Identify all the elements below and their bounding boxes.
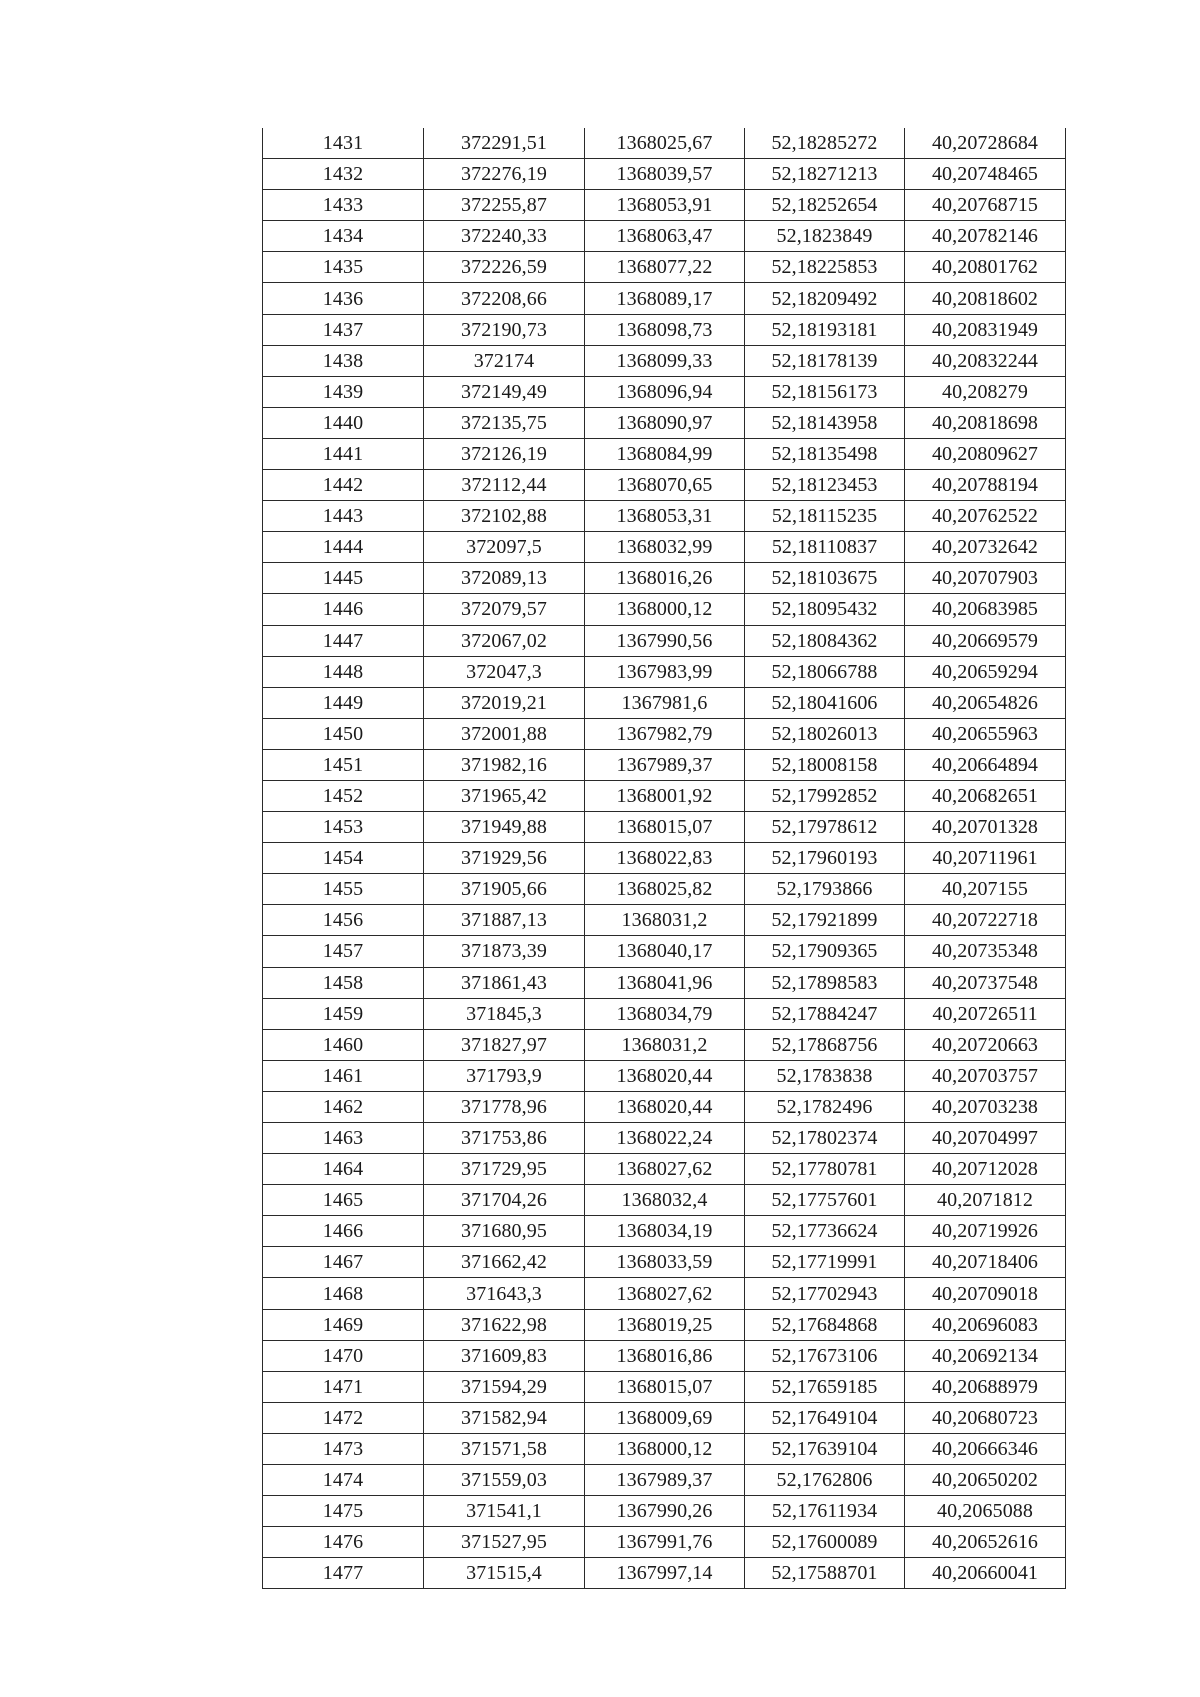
table-row bbox=[263, 470, 1066, 501]
table-cell-y-coordinate: 1368041,96 bbox=[585, 967, 745, 998]
table-cell-latitude: 52,18285272 bbox=[745, 128, 905, 159]
table-cell-x-coordinate: 372149,49 bbox=[424, 376, 585, 407]
table-cell-x-coordinate: 371965,42 bbox=[424, 780, 585, 811]
table-cell-longitude: 40,20737548 bbox=[905, 967, 1066, 998]
table-cell-y-coordinate: 1368032,99 bbox=[585, 532, 745, 563]
table-cell-x-coordinate: 371793,9 bbox=[424, 1060, 585, 1091]
table-cell-longitude: 40,20711961 bbox=[905, 843, 1066, 874]
table-cell-x-coordinate: 372135,75 bbox=[424, 407, 585, 438]
table-cell-latitude: 52,18252654 bbox=[745, 190, 905, 221]
table-cell-y-coordinate: 1367991,76 bbox=[585, 1527, 745, 1558]
table-cell-point-number: 1442 bbox=[263, 470, 424, 501]
table-cell-point-number: 1446 bbox=[263, 594, 424, 625]
table-row bbox=[263, 749, 1066, 780]
table-row bbox=[263, 1060, 1066, 1091]
table-cell-longitude: 40,207155 bbox=[905, 874, 1066, 905]
table-cell-x-coordinate: 371594,29 bbox=[424, 1371, 585, 1402]
table-cell-longitude: 40,20692134 bbox=[905, 1340, 1066, 1371]
table-cell-x-coordinate: 371643,3 bbox=[424, 1278, 585, 1309]
table-row bbox=[263, 532, 1066, 563]
table-cell-latitude: 52,17639104 bbox=[745, 1433, 905, 1464]
table-row bbox=[263, 1247, 1066, 1278]
table-cell-point-number: 1431 bbox=[263, 128, 424, 159]
table-row bbox=[263, 128, 1066, 159]
table-cell-latitude: 52,17611934 bbox=[745, 1496, 905, 1527]
table-cell-point-number: 1444 bbox=[263, 532, 424, 563]
table-cell-latitude: 52,1823849 bbox=[745, 221, 905, 252]
table-cell-longitude: 40,20712028 bbox=[905, 1154, 1066, 1185]
table-cell-point-number: 1450 bbox=[263, 718, 424, 749]
table-cell-x-coordinate: 371527,95 bbox=[424, 1527, 585, 1558]
table-cell-point-number: 1464 bbox=[263, 1154, 424, 1185]
table-row bbox=[263, 283, 1066, 314]
table-row bbox=[263, 1278, 1066, 1309]
table-cell-x-coordinate: 371827,97 bbox=[424, 1029, 585, 1060]
table-cell-y-coordinate: 1367989,37 bbox=[585, 749, 745, 780]
table-cell-latitude: 52,17659185 bbox=[745, 1371, 905, 1402]
table-row bbox=[263, 1433, 1066, 1464]
table-cell-latitude: 52,17757601 bbox=[745, 1185, 905, 1216]
table-cell-latitude: 52,1793866 bbox=[745, 874, 905, 905]
table-cell-latitude: 52,18193181 bbox=[745, 314, 905, 345]
table-cell-y-coordinate: 1368022,24 bbox=[585, 1123, 745, 1154]
table-cell-x-coordinate: 371929,56 bbox=[424, 843, 585, 874]
table-cell-latitude: 52,18095432 bbox=[745, 594, 905, 625]
table-cell-longitude: 40,20682651 bbox=[905, 780, 1066, 811]
table-cell-x-coordinate: 372226,59 bbox=[424, 252, 585, 283]
table-cell-point-number: 1472 bbox=[263, 1402, 424, 1433]
table-cell-latitude: 52,18178139 bbox=[745, 345, 905, 376]
table-cell-point-number: 1467 bbox=[263, 1247, 424, 1278]
table-cell-latitude: 52,18008158 bbox=[745, 749, 905, 780]
table-cell-y-coordinate: 1367989,37 bbox=[585, 1465, 745, 1496]
table-row bbox=[263, 967, 1066, 998]
table-cell-longitude: 40,20709018 bbox=[905, 1278, 1066, 1309]
table-cell-x-coordinate: 371845,3 bbox=[424, 998, 585, 1029]
table-cell-point-number: 1435 bbox=[263, 252, 424, 283]
table-cell-x-coordinate: 371887,13 bbox=[424, 905, 585, 936]
table-cell-latitude: 52,18123453 bbox=[745, 470, 905, 501]
table-cell-longitude: 40,20831949 bbox=[905, 314, 1066, 345]
table-cell-longitude: 40,20701328 bbox=[905, 812, 1066, 843]
table-cell-y-coordinate: 1367981,6 bbox=[585, 687, 745, 718]
table-row bbox=[263, 314, 1066, 345]
table-cell-x-coordinate: 372047,3 bbox=[424, 656, 585, 687]
table-cell-y-coordinate: 1368053,91 bbox=[585, 190, 745, 221]
table-cell-x-coordinate: 371609,83 bbox=[424, 1340, 585, 1371]
table-cell-longitude: 40,20654826 bbox=[905, 687, 1066, 718]
table-cell-x-coordinate: 371729,95 bbox=[424, 1154, 585, 1185]
table-cell-y-coordinate: 1368032,4 bbox=[585, 1185, 745, 1216]
table-cell-x-coordinate: 372097,5 bbox=[424, 532, 585, 563]
table-cell-longitude: 40,20818602 bbox=[905, 283, 1066, 314]
table-cell-point-number: 1439 bbox=[263, 376, 424, 407]
table-cell-x-coordinate: 372276,19 bbox=[424, 159, 585, 190]
table-row bbox=[263, 1123, 1066, 1154]
table-cell-y-coordinate: 1368015,07 bbox=[585, 812, 745, 843]
table-cell-longitude: 40,20666346 bbox=[905, 1433, 1066, 1464]
table-cell-x-coordinate: 372255,87 bbox=[424, 190, 585, 221]
table-cell-point-number: 1445 bbox=[263, 563, 424, 594]
table-row bbox=[263, 501, 1066, 532]
table-cell-x-coordinate: 372190,73 bbox=[424, 314, 585, 345]
table-cell-longitude: 40,20703238 bbox=[905, 1091, 1066, 1122]
table-cell-point-number: 1434 bbox=[263, 221, 424, 252]
table-cell-longitude: 40,20683985 bbox=[905, 594, 1066, 625]
table-cell-y-coordinate: 1367997,14 bbox=[585, 1558, 745, 1589]
table-cell-point-number: 1462 bbox=[263, 1091, 424, 1122]
table-cell-latitude: 52,17868756 bbox=[745, 1029, 905, 1060]
table-cell-longitude: 40,20652616 bbox=[905, 1527, 1066, 1558]
table-cell-x-coordinate: 371582,94 bbox=[424, 1402, 585, 1433]
table-cell-latitude: 52,18084362 bbox=[745, 625, 905, 656]
table-cell-point-number: 1477 bbox=[263, 1558, 424, 1589]
table-cell-longitude: 40,20720663 bbox=[905, 1029, 1066, 1060]
table-cell-x-coordinate: 371559,03 bbox=[424, 1465, 585, 1496]
table-cell-latitude: 52,17960193 bbox=[745, 843, 905, 874]
table-cell-y-coordinate: 1368039,57 bbox=[585, 159, 745, 190]
table-row bbox=[263, 780, 1066, 811]
table-cell-longitude: 40,2065088 bbox=[905, 1496, 1066, 1527]
table-cell-x-coordinate: 371753,86 bbox=[424, 1123, 585, 1154]
table-cell-y-coordinate: 1368053,31 bbox=[585, 501, 745, 532]
table-cell-y-coordinate: 1368000,12 bbox=[585, 594, 745, 625]
table-cell-y-coordinate: 1368031,2 bbox=[585, 1029, 745, 1060]
table-cell-longitude: 40,20688979 bbox=[905, 1371, 1066, 1402]
table-cell-longitude: 40,20735348 bbox=[905, 936, 1066, 967]
table-cell-point-number: 1448 bbox=[263, 656, 424, 687]
table-cell-point-number: 1468 bbox=[263, 1278, 424, 1309]
table-cell-longitude: 40,20762522 bbox=[905, 501, 1066, 532]
table-cell-y-coordinate: 1368020,44 bbox=[585, 1060, 745, 1091]
table-cell-x-coordinate: 372208,66 bbox=[424, 283, 585, 314]
table-cell-x-coordinate: 371680,95 bbox=[424, 1216, 585, 1247]
table-row bbox=[263, 190, 1066, 221]
table-cell-longitude: 40,20801762 bbox=[905, 252, 1066, 283]
table-cell-point-number: 1466 bbox=[263, 1216, 424, 1247]
table-cell-y-coordinate: 1368009,69 bbox=[585, 1402, 745, 1433]
table-cell-point-number: 1474 bbox=[263, 1465, 424, 1496]
table-cell-latitude: 52,18103675 bbox=[745, 563, 905, 594]
table-cell-point-number: 1463 bbox=[263, 1123, 424, 1154]
table-cell-x-coordinate: 371982,16 bbox=[424, 749, 585, 780]
table-cell-latitude: 52,17978612 bbox=[745, 812, 905, 843]
table-cell-latitude: 52,18156173 bbox=[745, 376, 905, 407]
table-cell-x-coordinate: 372067,02 bbox=[424, 625, 585, 656]
table-cell-latitude: 52,17884247 bbox=[745, 998, 905, 1029]
table-cell-latitude: 52,17898583 bbox=[745, 967, 905, 998]
table-row bbox=[263, 1154, 1066, 1185]
table-cell-latitude: 52,17600089 bbox=[745, 1527, 905, 1558]
table-cell-latitude: 52,18225853 bbox=[745, 252, 905, 283]
table-cell-x-coordinate: 372019,21 bbox=[424, 687, 585, 718]
table-cell-latitude: 52,17649104 bbox=[745, 1402, 905, 1433]
table-row bbox=[263, 1527, 1066, 1558]
table-cell-longitude: 40,20788194 bbox=[905, 470, 1066, 501]
table-cell-y-coordinate: 1368025,82 bbox=[585, 874, 745, 905]
table-cell-y-coordinate: 1368016,26 bbox=[585, 563, 745, 594]
table-cell-latitude: 52,17992852 bbox=[745, 780, 905, 811]
table-cell-x-coordinate: 371622,98 bbox=[424, 1309, 585, 1340]
table-cell-longitude: 40,20782146 bbox=[905, 221, 1066, 252]
table-row bbox=[263, 625, 1066, 656]
table-cell-longitude: 40,20650202 bbox=[905, 1465, 1066, 1496]
table-cell-longitude: 40,20728684 bbox=[905, 128, 1066, 159]
table-cell-y-coordinate: 1368098,73 bbox=[585, 314, 745, 345]
table-cell-y-coordinate: 1368001,92 bbox=[585, 780, 745, 811]
table-cell-point-number: 1440 bbox=[263, 407, 424, 438]
table-row bbox=[263, 1496, 1066, 1527]
table-row bbox=[263, 438, 1066, 469]
table-cell-y-coordinate: 1368070,65 bbox=[585, 470, 745, 501]
table-cell-y-coordinate: 1368096,94 bbox=[585, 376, 745, 407]
table-cell-longitude: 40,20696083 bbox=[905, 1309, 1066, 1340]
table-cell-point-number: 1436 bbox=[263, 283, 424, 314]
table-cell-latitude: 52,17802374 bbox=[745, 1123, 905, 1154]
table-cell-longitude: 40,20809627 bbox=[905, 438, 1066, 469]
table-cell-y-coordinate: 1368034,79 bbox=[585, 998, 745, 1029]
table-cell-latitude: 52,18066788 bbox=[745, 656, 905, 687]
table-cell-longitude: 40,20704997 bbox=[905, 1123, 1066, 1154]
table-cell-latitude: 52,17719991 bbox=[745, 1247, 905, 1278]
table-cell-longitude: 40,20669579 bbox=[905, 625, 1066, 656]
table-cell-latitude: 52,1783838 bbox=[745, 1060, 905, 1091]
table-cell-x-coordinate: 371905,66 bbox=[424, 874, 585, 905]
table-cell-point-number: 1471 bbox=[263, 1371, 424, 1402]
table-cell-x-coordinate: 371861,43 bbox=[424, 967, 585, 998]
table-cell-point-number: 1475 bbox=[263, 1496, 424, 1527]
table-cell-point-number: 1465 bbox=[263, 1185, 424, 1216]
table-row bbox=[263, 1309, 1066, 1340]
table-cell-y-coordinate: 1368025,67 bbox=[585, 128, 745, 159]
table-cell-point-number: 1476 bbox=[263, 1527, 424, 1558]
table-row bbox=[263, 687, 1066, 718]
table-cell-y-coordinate: 1368031,2 bbox=[585, 905, 745, 936]
table-row bbox=[263, 1216, 1066, 1247]
table-cell-x-coordinate: 372089,13 bbox=[424, 563, 585, 594]
table-cell-y-coordinate: 1368016,86 bbox=[585, 1340, 745, 1371]
table-cell-y-coordinate: 1368022,83 bbox=[585, 843, 745, 874]
table-cell-point-number: 1455 bbox=[263, 874, 424, 905]
coordinates-table-body bbox=[263, 128, 1066, 1589]
table-cell-point-number: 1432 bbox=[263, 159, 424, 190]
table-cell-x-coordinate: 371873,39 bbox=[424, 936, 585, 967]
table-cell-y-coordinate: 1368027,62 bbox=[585, 1154, 745, 1185]
table-cell-longitude: 40,20832244 bbox=[905, 345, 1066, 376]
table-cell-x-coordinate: 371662,42 bbox=[424, 1247, 585, 1278]
table-cell-x-coordinate: 371515,4 bbox=[424, 1558, 585, 1589]
table-cell-latitude: 52,18135498 bbox=[745, 438, 905, 469]
table-cell-x-coordinate: 372291,51 bbox=[424, 128, 585, 159]
table-cell-latitude: 52,1762806 bbox=[745, 1465, 905, 1496]
table-cell-latitude: 52,17909365 bbox=[745, 936, 905, 967]
table-cell-y-coordinate: 1368077,22 bbox=[585, 252, 745, 283]
table-cell-y-coordinate: 1367983,99 bbox=[585, 656, 745, 687]
table-cell-y-coordinate: 1368033,59 bbox=[585, 1247, 745, 1278]
table-cell-longitude: 40,20748465 bbox=[905, 159, 1066, 190]
table-cell-point-number: 1469 bbox=[263, 1309, 424, 1340]
table-cell-x-coordinate: 372174 bbox=[424, 345, 585, 376]
table-cell-y-coordinate: 1368084,99 bbox=[585, 438, 745, 469]
table-cell-x-coordinate: 371704,26 bbox=[424, 1185, 585, 1216]
table-cell-y-coordinate: 1368000,12 bbox=[585, 1433, 745, 1464]
table-cell-latitude: 52,17702943 bbox=[745, 1278, 905, 1309]
table-cell-y-coordinate: 1368015,07 bbox=[585, 1371, 745, 1402]
table-cell-latitude: 52,18041606 bbox=[745, 687, 905, 718]
table-cell-x-coordinate: 371778,96 bbox=[424, 1091, 585, 1122]
table-row bbox=[263, 1402, 1066, 1433]
table-cell-y-coordinate: 1368040,17 bbox=[585, 936, 745, 967]
table-cell-longitude: 40,20664894 bbox=[905, 749, 1066, 780]
table-cell-latitude: 52,17921899 bbox=[745, 905, 905, 936]
table-row bbox=[263, 1340, 1066, 1371]
table-cell-point-number: 1461 bbox=[263, 1060, 424, 1091]
table-row bbox=[263, 376, 1066, 407]
table-cell-y-coordinate: 1368089,17 bbox=[585, 283, 745, 314]
table-cell-latitude: 52,17736624 bbox=[745, 1216, 905, 1247]
table-cell-x-coordinate: 372126,19 bbox=[424, 438, 585, 469]
table-row bbox=[263, 1029, 1066, 1060]
table-row bbox=[263, 843, 1066, 874]
table-cell-point-number: 1456 bbox=[263, 905, 424, 936]
table-cell-latitude: 52,18115235 bbox=[745, 501, 905, 532]
table-cell-x-coordinate: 372102,88 bbox=[424, 501, 585, 532]
table-row bbox=[263, 656, 1066, 687]
table-cell-latitude: 52,18026013 bbox=[745, 718, 905, 749]
table-cell-point-number: 1451 bbox=[263, 749, 424, 780]
table-cell-latitude: 52,17588701 bbox=[745, 1558, 905, 1589]
table-cell-point-number: 1449 bbox=[263, 687, 424, 718]
table-cell-y-coordinate: 1368090,97 bbox=[585, 407, 745, 438]
table-row bbox=[263, 221, 1066, 252]
table-cell-longitude: 40,20732642 bbox=[905, 532, 1066, 563]
table-cell-x-coordinate: 371541,1 bbox=[424, 1496, 585, 1527]
table-cell-latitude: 52,17780781 bbox=[745, 1154, 905, 1185]
table-cell-longitude: 40,20655963 bbox=[905, 718, 1066, 749]
table-cell-latitude: 52,1782496 bbox=[745, 1091, 905, 1122]
table-cell-longitude: 40,20768715 bbox=[905, 190, 1066, 221]
table-cell-latitude: 52,18271213 bbox=[745, 159, 905, 190]
table-cell-point-number: 1473 bbox=[263, 1433, 424, 1464]
table-row bbox=[263, 812, 1066, 843]
table-cell-y-coordinate: 1367990,26 bbox=[585, 1496, 745, 1527]
table-cell-y-coordinate: 1368020,44 bbox=[585, 1091, 745, 1122]
table-cell-latitude: 52,17673106 bbox=[745, 1340, 905, 1371]
table-cell-y-coordinate: 1367982,79 bbox=[585, 718, 745, 749]
table-cell-x-coordinate: 372079,57 bbox=[424, 594, 585, 625]
table-cell-y-coordinate: 1367990,56 bbox=[585, 625, 745, 656]
table-cell-longitude: 40,20703757 bbox=[905, 1060, 1066, 1091]
table-row bbox=[263, 159, 1066, 190]
table-row bbox=[263, 1465, 1066, 1496]
table-cell-point-number: 1460 bbox=[263, 1029, 424, 1060]
table-row bbox=[263, 1091, 1066, 1122]
table-cell-x-coordinate: 372240,33 bbox=[424, 221, 585, 252]
table-cell-longitude: 40,208279 bbox=[905, 376, 1066, 407]
table-cell-longitude: 40,20707903 bbox=[905, 563, 1066, 594]
table-cell-point-number: 1447 bbox=[263, 625, 424, 656]
table-cell-point-number: 1457 bbox=[263, 936, 424, 967]
table-cell-longitude: 40,20659294 bbox=[905, 656, 1066, 687]
table-cell-longitude: 40,2071812 bbox=[905, 1185, 1066, 1216]
table-cell-latitude: 52,18209492 bbox=[745, 283, 905, 314]
table-cell-point-number: 1437 bbox=[263, 314, 424, 345]
table-cell-x-coordinate: 372112,44 bbox=[424, 470, 585, 501]
table-cell-y-coordinate: 1368063,47 bbox=[585, 221, 745, 252]
table-cell-latitude: 52,17684868 bbox=[745, 1309, 905, 1340]
table-cell-point-number: 1443 bbox=[263, 501, 424, 532]
table-row bbox=[263, 905, 1066, 936]
table-cell-longitude: 40,20719926 bbox=[905, 1216, 1066, 1247]
table-cell-y-coordinate: 1368019,25 bbox=[585, 1309, 745, 1340]
table-row bbox=[263, 936, 1066, 967]
table-cell-longitude: 40,20818698 bbox=[905, 407, 1066, 438]
coordinates-table bbox=[262, 128, 1066, 1589]
table-row bbox=[263, 874, 1066, 905]
table-cell-point-number: 1453 bbox=[263, 812, 424, 843]
table-cell-y-coordinate: 1368027,62 bbox=[585, 1278, 745, 1309]
table-cell-longitude: 40,20680723 bbox=[905, 1402, 1066, 1433]
table-cell-point-number: 1441 bbox=[263, 438, 424, 469]
table-cell-latitude: 52,18110837 bbox=[745, 532, 905, 563]
table-cell-x-coordinate: 371949,88 bbox=[424, 812, 585, 843]
table-cell-longitude: 40,20660041 bbox=[905, 1558, 1066, 1589]
table-cell-latitude: 52,18143958 bbox=[745, 407, 905, 438]
table-cell-point-number: 1454 bbox=[263, 843, 424, 874]
table-cell-longitude: 40,20726511 bbox=[905, 998, 1066, 1029]
table-cell-point-number: 1458 bbox=[263, 967, 424, 998]
table-cell-point-number: 1459 bbox=[263, 998, 424, 1029]
table-row bbox=[263, 1558, 1066, 1589]
table-row bbox=[263, 998, 1066, 1029]
table-cell-longitude: 40,20718406 bbox=[905, 1247, 1066, 1278]
table-cell-y-coordinate: 1368099,33 bbox=[585, 345, 745, 376]
table-cell-longitude: 40,20722718 bbox=[905, 905, 1066, 936]
table-cell-point-number: 1470 bbox=[263, 1340, 424, 1371]
table-row bbox=[263, 1371, 1066, 1402]
table-row bbox=[263, 718, 1066, 749]
table-row bbox=[263, 594, 1066, 625]
table-row bbox=[263, 563, 1066, 594]
table-cell-point-number: 1433 bbox=[263, 190, 424, 221]
table-cell-point-number: 1438 bbox=[263, 345, 424, 376]
table-row bbox=[263, 345, 1066, 376]
table-cell-x-coordinate: 371571,58 bbox=[424, 1433, 585, 1464]
table-row bbox=[263, 252, 1066, 283]
table-cell-point-number: 1452 bbox=[263, 780, 424, 811]
table-row bbox=[263, 1185, 1066, 1216]
table-cell-y-coordinate: 1368034,19 bbox=[585, 1216, 745, 1247]
table-cell-x-coordinate: 372001,88 bbox=[424, 718, 585, 749]
table-row bbox=[263, 407, 1066, 438]
